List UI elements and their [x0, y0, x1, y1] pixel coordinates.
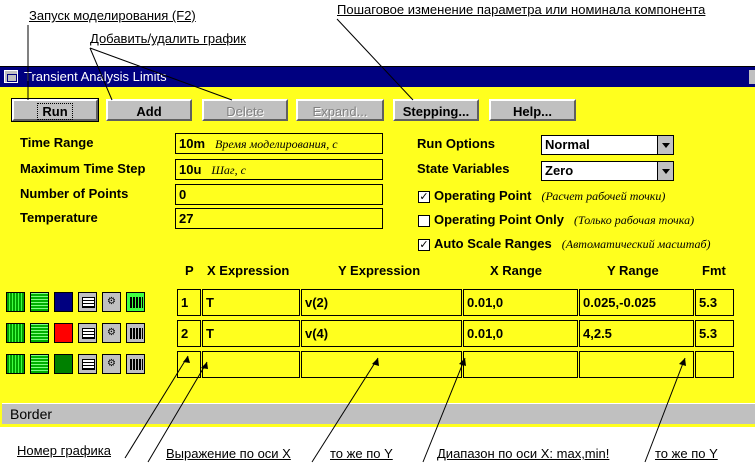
- time-range-value: 10m: [179, 136, 206, 151]
- tool-icon[interactable]: ⚙: [102, 323, 121, 343]
- cell-p[interactable]: 1: [177, 289, 201, 316]
- operating-point-only-note: (Только рабочая точка): [574, 213, 695, 227]
- cell-p[interactable]: 2: [177, 320, 201, 347]
- bars-icon[interactable]: [126, 323, 145, 343]
- annotation-same-y-2: то же по Y: [655, 446, 718, 461]
- title-bar[interactable]: [0, 67, 755, 87]
- auto-scale-checkbox[interactable]: ✓: [419, 239, 429, 251]
- tool-icon[interactable]: ⚙: [102, 354, 121, 374]
- annotation-x-expression: Выражение по оси X: [166, 446, 291, 461]
- cell-y[interactable]: v(4): [301, 320, 462, 347]
- cell-fmt[interactable]: [695, 351, 734, 378]
- cell-fmt[interactable]: 5.3: [695, 320, 734, 347]
- time-range-label: Time Range: [20, 135, 94, 150]
- transient-analysis-window: [0, 66, 755, 427]
- header-x-expression: X Expression: [207, 263, 290, 278]
- operating-point-only-label: [434, 212, 694, 228]
- graph-style-icon[interactable]: [6, 354, 25, 374]
- operating-point-label: [434, 188, 665, 204]
- help-button[interactable]: Help...: [489, 99, 576, 121]
- cell-xr[interactable]: 0.01,0: [463, 320, 578, 347]
- graph-style-icon[interactable]: [6, 323, 25, 343]
- cell-yr[interactable]: [579, 351, 694, 378]
- plot-color-swatch[interactable]: [54, 354, 73, 374]
- cell-xr[interactable]: [463, 351, 578, 378]
- line-style-icon[interactable]: [30, 292, 49, 312]
- grid-icon[interactable]: [78, 354, 97, 374]
- operating-point-checkbox[interactable]: ✓: [419, 191, 429, 203]
- expand-button[interactable]: Expand...: [296, 99, 384, 121]
- grid-icon[interactable]: [78, 292, 97, 312]
- run-options-value: Normal: [545, 137, 590, 152]
- cell-xr[interactable]: 0.01,0: [463, 289, 578, 316]
- operating-point-only-checkbox[interactable]: [418, 215, 430, 227]
- run-button[interactable]: [12, 99, 98, 121]
- maximize-button[interactable]: [749, 70, 755, 84]
- auto-scale-text: Auto Scale Ranges: [434, 236, 552, 251]
- annotation-x-range: Диапазон по оси X: max,min!: [437, 446, 610, 461]
- temperature-input[interactable]: 27: [175, 208, 383, 229]
- time-range-note: Время моделирования, с: [215, 137, 338, 151]
- cell-x[interactable]: T: [202, 289, 300, 316]
- max-time-step-label: Maximum Time Step: [20, 161, 146, 176]
- auto-scale-label: [434, 236, 711, 252]
- annotation-add-remove: Добавить/удалить график: [90, 31, 246, 46]
- bars-icon[interactable]: [126, 354, 145, 374]
- status-bar: [2, 403, 755, 424]
- window-title: Transient Analysis Limits: [24, 69, 167, 84]
- header-format: Fmt: [702, 263, 726, 278]
- operating-point-text: Operating Point: [434, 188, 532, 203]
- chevron-down-icon[interactable]: [657, 136, 673, 154]
- annotation-run: Запуск моделирования (F2): [29, 8, 196, 23]
- window-menu-icon[interactable]: [4, 70, 18, 83]
- line-style-icon[interactable]: [30, 323, 49, 343]
- run-options-select[interactable]: [541, 135, 674, 155]
- number-of-points-input[interactable]: 0: [175, 184, 383, 205]
- cell-p[interactable]: [177, 351, 201, 378]
- header-plot-number: P: [185, 263, 194, 278]
- line-style-icon[interactable]: [30, 354, 49, 374]
- cell-fmt[interactable]: 5.3: [695, 289, 734, 316]
- annotation-same-y: то же по Y: [330, 446, 393, 461]
- header-x-range: X Range: [490, 263, 543, 278]
- bars-icon[interactable]: [126, 292, 145, 312]
- max-time-step-value: 10u: [179, 162, 202, 177]
- cell-y[interactable]: v(2): [301, 289, 462, 316]
- cell-x[interactable]: T: [202, 320, 300, 347]
- number-of-points-label: Number of Points: [20, 186, 129, 201]
- state-variables-value: Zero: [545, 163, 574, 178]
- tool-icon[interactable]: ⚙: [102, 292, 121, 312]
- time-range-input[interactable]: [175, 133, 383, 154]
- grid-icon[interactable]: [78, 323, 97, 343]
- operating-point-only-text: Operating Point Only: [434, 212, 565, 227]
- graph-style-icon[interactable]: [6, 292, 25, 312]
- temperature-label: Temperature: [20, 210, 98, 225]
- cell-y[interactable]: [301, 351, 462, 378]
- header-y-range: Y Range: [607, 263, 659, 278]
- max-time-step-input[interactable]: [175, 159, 383, 180]
- add-button[interactable]: Add: [106, 99, 192, 121]
- auto-scale-note: (Автоматический масштаб): [561, 237, 711, 251]
- run-button-label: Run: [37, 103, 72, 120]
- cell-x[interactable]: [202, 351, 300, 378]
- annotation-plot-number: Номер графика: [17, 443, 111, 458]
- state-variables-label: State Variables: [417, 161, 510, 176]
- chevron-down-icon[interactable]: [657, 162, 673, 180]
- cell-yr[interactable]: 4,2.5: [579, 320, 694, 347]
- state-variables-select[interactable]: [541, 161, 674, 181]
- annotation-stepping: Пошаговое изменение параметра или номинала компонента: [337, 2, 706, 17]
- header-y-expression: Y Expression: [338, 263, 421, 278]
- stepping-button[interactable]: Stepping...: [393, 99, 479, 121]
- cell-yr[interactable]: 0.025,-0.025: [579, 289, 694, 316]
- status-text: Border: [10, 406, 53, 422]
- delete-button[interactable]: Delete: [202, 99, 288, 121]
- operating-point-note: (Расчет рабочей точки): [541, 189, 666, 203]
- plot-color-swatch[interactable]: [54, 292, 73, 312]
- run-options-label: Run Options: [417, 136, 495, 151]
- plot-color-swatch[interactable]: [54, 323, 73, 343]
- max-time-step-note: Шаг, с: [211, 163, 246, 177]
